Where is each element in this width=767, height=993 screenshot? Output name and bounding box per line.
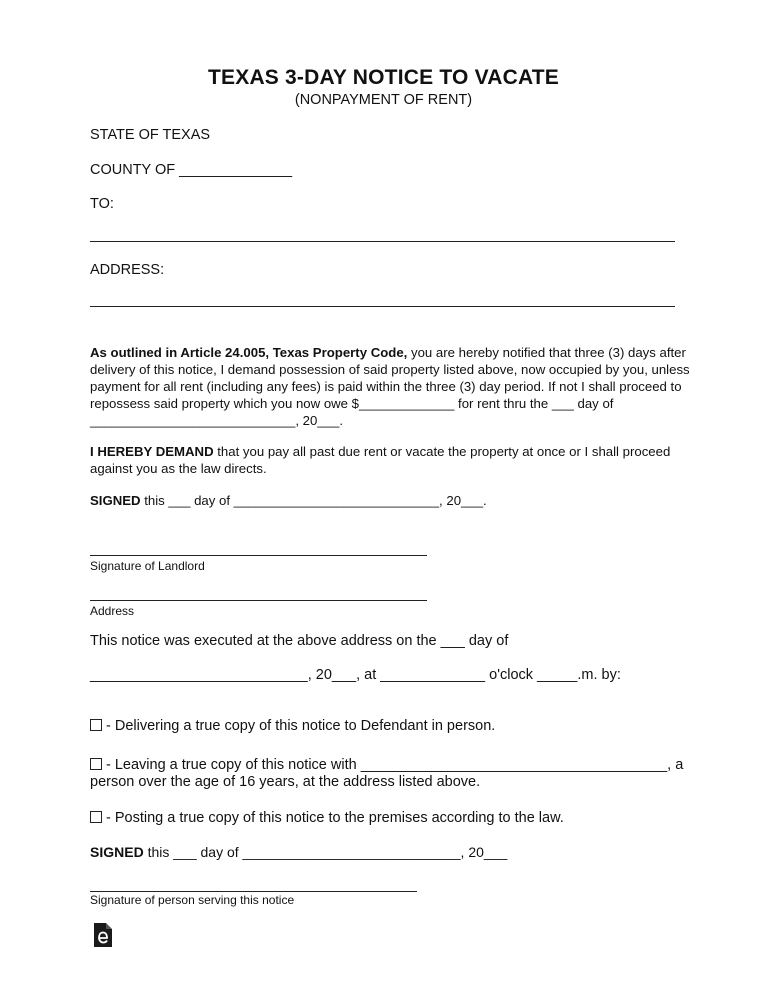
notice-body: you are hereby notified that three (3) days after delivery of this notice, I demand possession of said property listed above, now occupied by you, unless payment for all rent (including any fees) is paid within the three (3) day period. If not I shall proceed to repossess said property which you now owe $_____________ for rent thru the ___ day of ____________________________, 20___.: [90, 345, 690, 428]
county-field: COUNTY OF ______________: [90, 162, 293, 178]
demand-body: that you pay all past due rent or vacate the property at once or I shall proceed against you as the law directs.: [90, 444, 671, 476]
notice-bold-intro: As outlined in Article 24.005, Texas Property Code,: [90, 345, 408, 360]
execution-line-2: ___________________________, 20___, at _____________ o'clock _____.m. by:: [90, 667, 621, 683]
checkbox-icon[interactable]: [90, 719, 102, 731]
execution-line-1: This notice was executed at the above address on the ___ day of: [90, 633, 509, 649]
signed-server-body: this ___ day of ____________________________, 20___: [143, 844, 508, 860]
state-field: STATE OF TEXAS: [90, 127, 211, 143]
landlord-signature-line[interactable]: [90, 555, 427, 556]
signed-server-bold: SIGNED: [90, 844, 144, 860]
option-in-person-label: - Delivering a true copy of this notice to Defendant in person.: [106, 718, 496, 734]
to-blank-line[interactable]: [90, 241, 675, 242]
address-blank-line[interactable]: [90, 306, 675, 307]
checkbox-icon[interactable]: [90, 811, 102, 823]
demand-paragraph: [90, 443, 690, 477]
server-signature-label: Signature of person serving this notice: [90, 893, 295, 907]
document-subtitle: (NONPAYMENT OF RENT): [294, 92, 473, 108]
notice-paragraph: [90, 344, 690, 429]
signed-server-line: [90, 844, 690, 861]
address-signature-label: Address: [90, 604, 135, 618]
server-signature-line[interactable]: [90, 891, 417, 892]
landlord-signature-label: Signature of Landlord: [90, 559, 205, 573]
checkbox-icon[interactable]: [90, 758, 102, 770]
option-left-with: [90, 757, 683, 773]
signed-landlord-line: [90, 492, 690, 509]
signed-landlord-body: this ___ day of ____________________________, 20___.: [140, 493, 487, 508]
address-label: ADDRESS:: [90, 262, 165, 278]
option-left-with-line-2: person over the age of 16 years, at the address listed above.: [90, 774, 481, 790]
demand-bold: I HEREBY DEMAND: [90, 444, 214, 459]
option-in-person: [90, 718, 495, 734]
address-signature-line[interactable]: [90, 600, 427, 601]
document-title: TEXAS 3-DAY NOTICE TO VACATE: [208, 66, 559, 89]
signed-landlord-bold: SIGNED: [90, 493, 141, 508]
option-posting: [90, 810, 564, 826]
option-posting-label: - Posting a true copy of this notice to the premises according to the law.: [106, 810, 564, 826]
document-e-logo-icon: [94, 923, 112, 947]
option-left-with-label: - Leaving a true copy of this notice with ______________________________________, a: [106, 757, 684, 773]
to-label: TO:: [90, 196, 114, 212]
